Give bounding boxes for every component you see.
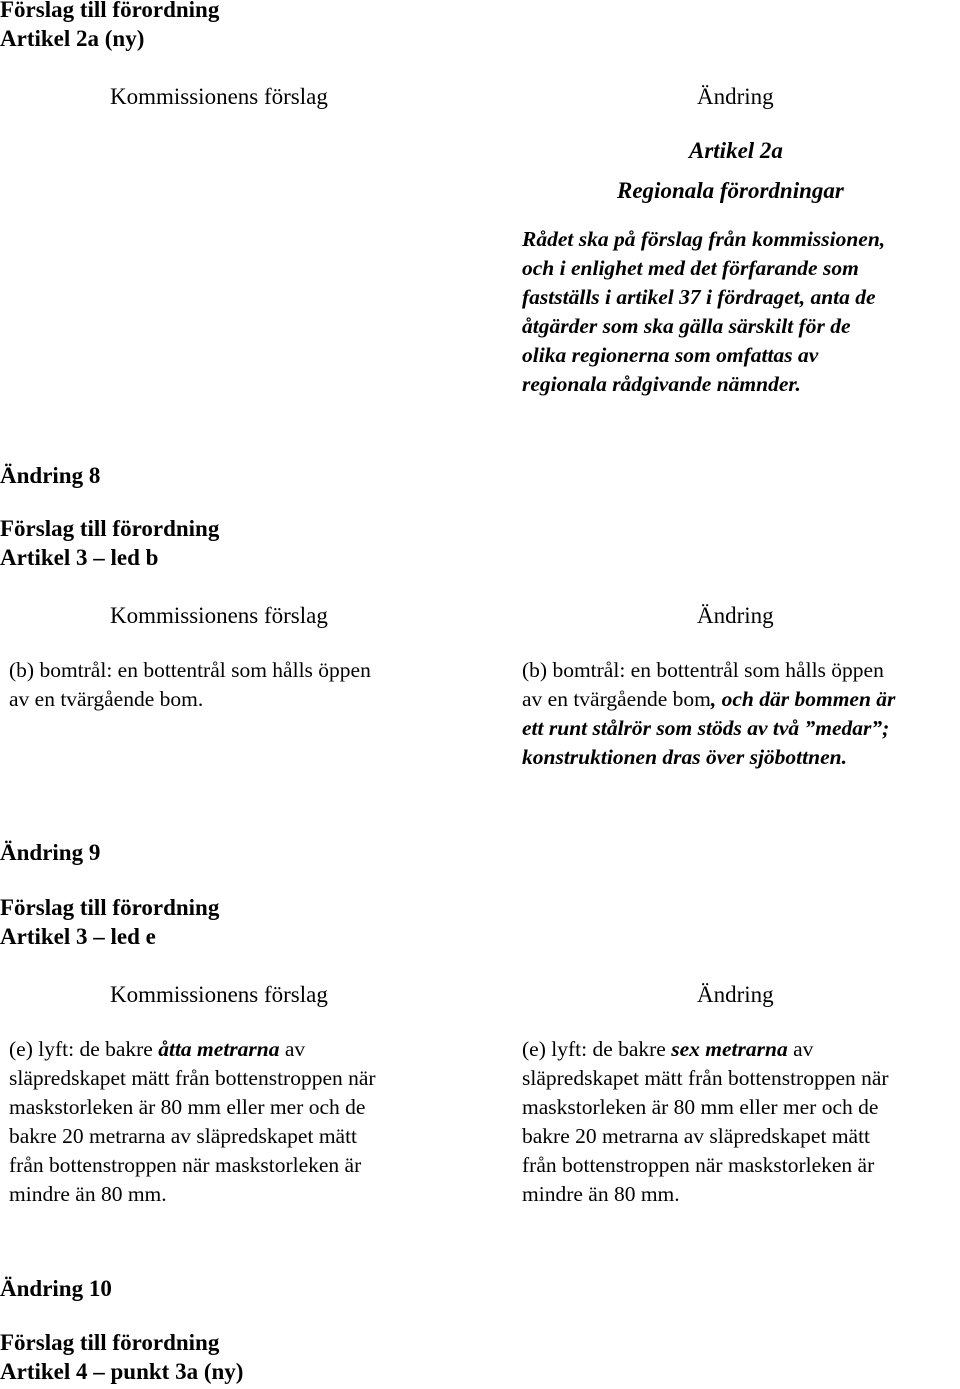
text-segment: (e) lyft: de bakre <box>522 1037 672 1061</box>
text-line: av en tvärgående bom. <box>9 687 204 711</box>
column-header-amendment: Ändring <box>697 603 774 628</box>
text-line: från bottenstroppen när maskstorleken är <box>9 1153 362 1177</box>
inserted-text: ett runt stålrör som stöds av två ”medar”; <box>522 716 890 740</box>
text-line <box>522 1035 889 1064</box>
amended-text <box>522 656 895 772</box>
text-line: släpredskapet mätt från bottenstroppen när <box>9 1066 376 1090</box>
text-line <box>522 685 895 714</box>
text-line: bakre 20 metrarna av släpredskapet mätt <box>522 1124 871 1148</box>
column-header-amendment: Ändring <box>697 982 774 1007</box>
text-line: och i enlighet med det förfarande som <box>522 256 859 280</box>
amendment-title: Ändring 8 <box>0 463 101 488</box>
text-line: mindre än 80 mm. <box>522 1182 680 1206</box>
doc-heading: Förslag till förordning <box>0 1330 220 1355</box>
text-line: åtgärder som ska gälla särskilt för de <box>522 314 851 338</box>
text-segment: av en tvärgående bom <box>522 687 711 711</box>
amended-text <box>522 225 885 399</box>
doc-heading: Förslag till förordning <box>0 895 220 920</box>
text-segment: av <box>787 1037 814 1061</box>
text-line: (b) bomtrål: en bottentrål som hålls öppen <box>9 658 371 682</box>
text-segment: (e) lyft: de bakre <box>9 1037 159 1061</box>
article-reference: Artikel 4 – punkt 3a (ny) <box>0 1359 244 1384</box>
inserted-text: , och där bommen är <box>710 687 896 711</box>
column-header-commission: Kommissionens förslag <box>110 84 328 109</box>
text-line: mindre än 80 mm. <box>9 1182 167 1206</box>
inserted-text: konstruktionen dras över sjöbottnen. <box>522 745 847 769</box>
text-line: fastställs i artikel 37 i fördraget, anta de <box>522 285 876 309</box>
doc-heading: Förslag till förordning <box>0 0 220 22</box>
text-segment: av <box>279 1037 306 1061</box>
article-title: Artikel 2a <box>689 138 783 163</box>
article-reference: Artikel 2a (ny) <box>0 26 145 51</box>
column-header-amendment: Ändring <box>697 84 774 109</box>
amendment-title: Ändring 10 <box>0 1276 112 1301</box>
text-line: släpredskapet mätt från bottenstroppen när <box>522 1066 889 1090</box>
text-line: från bottenstroppen när maskstorleken är <box>522 1153 875 1177</box>
changed-text: sex metrarna <box>671 1037 788 1061</box>
amendment-title: Ändring 9 <box>0 840 101 865</box>
text-line: (b) bomtrål: en bottentrål som hålls öppen <box>522 658 884 682</box>
text-line <box>9 1035 376 1064</box>
article-reference: Artikel 3 – led b <box>0 545 159 570</box>
text-line: Rådet ska på förslag från kommissionen, <box>522 227 886 251</box>
column-header-commission: Kommissionens förslag <box>110 982 328 1007</box>
column-header-commission: Kommissionens förslag <box>110 603 328 628</box>
text-line: regionala rådgivande nämnder. <box>522 372 801 396</box>
article-reference: Artikel 3 – led e <box>0 924 156 949</box>
changed-text: åtta metrarna <box>158 1037 280 1061</box>
commission-text <box>9 1035 376 1209</box>
amended-text <box>522 1035 889 1209</box>
text-line: bakre 20 metrarna av släpredskapet mätt <box>9 1124 358 1148</box>
text-line: maskstorleken är 80 mm eller mer och de <box>522 1095 879 1119</box>
article-subtitle: Regionala förordningar <box>617 178 844 203</box>
text-line: olika regionerna som omfattas av <box>522 343 819 367</box>
text-line: maskstorleken är 80 mm eller mer och de <box>9 1095 366 1119</box>
commission-text <box>9 656 371 714</box>
doc-heading: Förslag till förordning <box>0 516 220 541</box>
